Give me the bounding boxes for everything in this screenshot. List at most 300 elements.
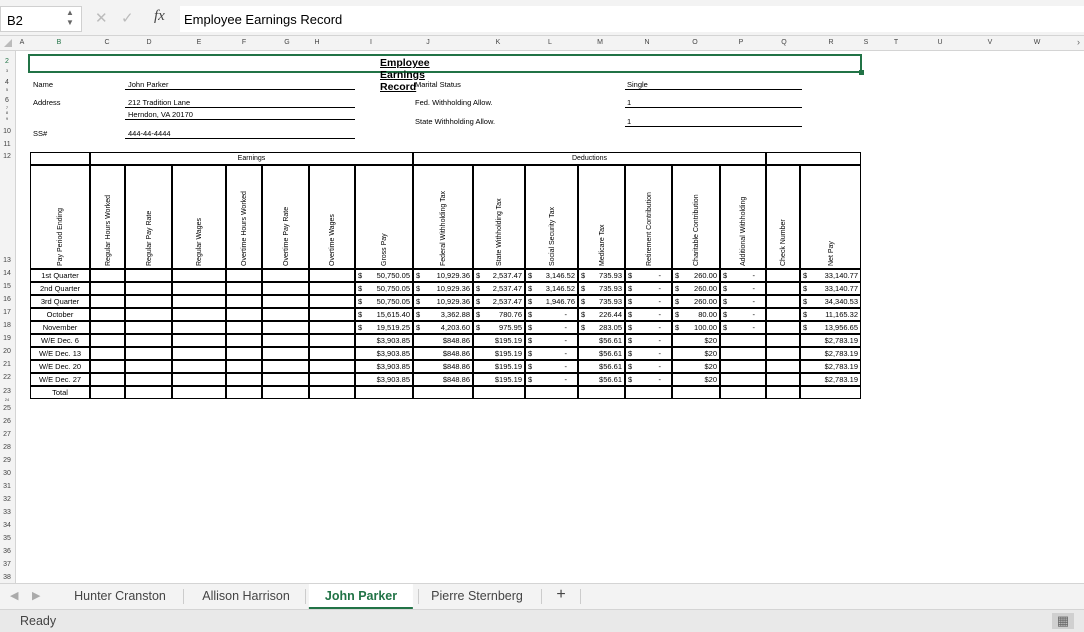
table-cell[interactable] xyxy=(172,295,226,308)
currency-symbol: $ xyxy=(803,310,808,319)
column-header-h[interactable]: H xyxy=(314,39,320,46)
table-cell[interactable] xyxy=(625,269,672,282)
table-cell[interactable] xyxy=(720,360,766,373)
normal-view-icon[interactable]: ▦ xyxy=(1052,613,1074,629)
row-header-12[interactable]: 12 xyxy=(3,153,11,160)
row-header-27[interactable]: 27 xyxy=(3,431,11,438)
column-header-e[interactable]: E xyxy=(196,39,202,46)
table-cell[interactable] xyxy=(720,373,766,386)
table-cell[interactable]: $848.86 xyxy=(413,373,473,386)
table-cell[interactable] xyxy=(90,373,125,386)
table-cell[interactable] xyxy=(473,295,525,308)
table-cell[interactable] xyxy=(355,308,413,321)
table-cell[interactable] xyxy=(226,295,262,308)
fed-allow-value[interactable]: 1 xyxy=(627,98,632,107)
table-cell[interactable] xyxy=(262,269,309,282)
table-cell[interactable] xyxy=(525,347,578,360)
row-header-26[interactable]: 26 xyxy=(3,418,11,425)
currency-symbol: $ xyxy=(628,375,633,384)
table-cell[interactable]: W/E Dec. 27 xyxy=(30,373,90,386)
column-title-text: Net Pay xyxy=(827,241,835,266)
name-value[interactable]: John Parker xyxy=(128,80,169,89)
table-cell[interactable] xyxy=(125,321,172,334)
table-cell[interactable] xyxy=(172,334,226,347)
table-cell[interactable]: October xyxy=(30,308,90,321)
table-cell[interactable]: 3rd Quarter xyxy=(30,295,90,308)
table-cell[interactable] xyxy=(90,295,125,308)
row-header-25[interactable]: 25 xyxy=(3,405,11,412)
table-cell[interactable] xyxy=(525,360,578,373)
table-cell[interactable] xyxy=(473,386,525,399)
table-cell[interactable] xyxy=(525,295,578,308)
column-title-regular-pay-rate xyxy=(125,165,172,269)
row-header-17[interactable]: 17 xyxy=(3,309,11,316)
row-header-2[interactable]: 2 xyxy=(5,58,9,65)
currency-symbol: $ xyxy=(528,375,533,384)
table-cell[interactable] xyxy=(720,347,766,360)
sheet-tab-john-parker[interactable]: John Parker xyxy=(309,584,413,609)
column-header-u[interactable]: U xyxy=(937,39,943,46)
table-cell[interactable] xyxy=(720,321,766,334)
table-cell[interactable] xyxy=(413,386,473,399)
row-header-36[interactable]: 36 xyxy=(3,548,11,555)
cell-value: - xyxy=(752,297,755,306)
table-cell[interactable] xyxy=(720,308,766,321)
sheet-tab-pierre-sternberg[interactable]: Pierre Sternberg xyxy=(431,589,523,603)
column-header-m[interactable]: M xyxy=(597,39,603,46)
table-cell[interactable]: $2,783.19 xyxy=(800,360,861,373)
table-cell[interactable] xyxy=(625,282,672,295)
status-bar xyxy=(0,609,1084,632)
table-cell[interactable] xyxy=(766,269,800,282)
table-cell[interactable]: $848.86 xyxy=(413,347,473,360)
table-cell[interactable] xyxy=(720,386,766,399)
fx-icon[interactable]: fx xyxy=(154,8,165,24)
table-cell[interactable] xyxy=(578,269,625,282)
table-cell[interactable] xyxy=(578,295,625,308)
table-cell[interactable] xyxy=(125,308,172,321)
table-cell[interactable] xyxy=(172,386,226,399)
column-title-charitable-contribution xyxy=(672,165,720,269)
table-cell[interactable] xyxy=(625,308,672,321)
selected-cell-b2[interactable] xyxy=(28,54,862,73)
table-cell[interactable] xyxy=(355,269,413,282)
row-header-20[interactable]: 20 xyxy=(3,348,11,355)
column-header-c[interactable]: C xyxy=(104,39,110,46)
table-cell[interactable] xyxy=(309,295,355,308)
table-cell[interactable] xyxy=(262,321,309,334)
table-cell[interactable]: $848.86 xyxy=(413,360,473,373)
table-cell[interactable]: W/E Dec. 6 xyxy=(30,334,90,347)
row-header-8[interactable]: 8 xyxy=(5,110,9,115)
table-cell[interactable]: November xyxy=(30,321,90,334)
table-cell[interactable] xyxy=(262,360,309,373)
table-cell[interactable]: $3,903.85 xyxy=(355,360,413,373)
enter-icon[interactable]: ✓ xyxy=(121,10,134,27)
currency-symbol: $ xyxy=(723,310,728,319)
table-cell[interactable]: $20 xyxy=(672,360,720,373)
currency-symbol: $ xyxy=(723,323,728,332)
row-headers xyxy=(0,51,16,583)
cell-value: 735.93 xyxy=(599,284,622,293)
table-cell[interactable] xyxy=(800,282,861,295)
table-cell[interactable]: $20 xyxy=(672,347,720,360)
address-line1[interactable]: 212 Tradition Lane xyxy=(128,98,191,107)
row-header-10[interactable]: 10 xyxy=(3,128,11,135)
table-cell[interactable] xyxy=(672,269,720,282)
table-cell[interactable] xyxy=(262,295,309,308)
table-cell[interactable] xyxy=(720,282,766,295)
row-header-38[interactable]: 38 xyxy=(3,574,11,581)
table-cell[interactable] xyxy=(525,334,578,347)
table-cell[interactable]: 1st Quarter xyxy=(30,269,90,282)
table-cell[interactable]: 2nd Quarter xyxy=(30,282,90,295)
column-header-q[interactable]: Q xyxy=(781,39,787,46)
cell-value: 50,750.05 xyxy=(376,297,410,306)
column-header-t[interactable]: T xyxy=(893,39,899,46)
table-cell[interactable] xyxy=(625,386,672,399)
cell-value: - xyxy=(564,375,567,384)
table-cell[interactable] xyxy=(125,386,172,399)
table-cell[interactable] xyxy=(720,295,766,308)
table-cell[interactable]: $3,903.85 xyxy=(355,334,413,347)
cell-value: 3,146.52 xyxy=(545,271,575,280)
scroll-right-icon[interactable]: ▶ xyxy=(32,590,41,602)
table-cell[interactable]: $20 xyxy=(672,334,720,347)
table-cell[interactable]: $56.61 xyxy=(578,347,625,360)
column-title-social-security-tax xyxy=(525,165,578,269)
cell-value: 226.44 xyxy=(599,310,622,319)
table-cell[interactable] xyxy=(473,269,525,282)
row-header-18[interactable]: 18 xyxy=(3,322,11,329)
table-cell[interactable]: $2,783.19 xyxy=(800,334,861,347)
table-cell[interactable] xyxy=(309,269,355,282)
row-header-4[interactable]: 4 xyxy=(5,79,9,86)
row-header-6[interactable]: 6 xyxy=(5,97,9,104)
column-title-text: Pay Period Ending xyxy=(57,208,64,266)
table-cell[interactable] xyxy=(262,373,309,386)
table-cell[interactable] xyxy=(800,295,861,308)
ssn-value[interactable]: 444-44-4444 xyxy=(128,129,171,138)
table-cell[interactable] xyxy=(262,308,309,321)
table-cell[interactable] xyxy=(800,269,861,282)
table-cell[interactable] xyxy=(172,269,226,282)
table-cell[interactable] xyxy=(766,282,800,295)
row-header-21[interactable]: 21 xyxy=(3,361,11,368)
row-header-14[interactable]: 14 xyxy=(3,270,11,277)
column-header-k[interactable]: K xyxy=(495,39,501,46)
table-cell[interactable]: $56.61 xyxy=(578,360,625,373)
table-cell[interactable]: $3,903.85 xyxy=(355,373,413,386)
column-header-o[interactable]: O xyxy=(692,39,698,46)
table-cell[interactable] xyxy=(672,282,720,295)
table-cell[interactable] xyxy=(578,321,625,334)
table-cell[interactable] xyxy=(800,386,861,399)
table-cell[interactable] xyxy=(525,282,578,295)
table-cell[interactable] xyxy=(125,360,172,373)
formula-bar xyxy=(0,0,1084,36)
column-title-check-number xyxy=(766,165,800,269)
table-cell[interactable] xyxy=(800,321,861,334)
row-header-11[interactable]: 11 xyxy=(3,141,11,148)
column-header-l[interactable]: L xyxy=(548,39,552,46)
currency-symbol: $ xyxy=(358,284,363,293)
row-header-37[interactable]: 37 xyxy=(3,561,11,568)
table-cell[interactable] xyxy=(355,282,413,295)
table-cell[interactable] xyxy=(90,269,125,282)
state-allow-label: State Withholding Allow. xyxy=(415,117,496,126)
status-text: Ready xyxy=(20,614,57,628)
row-header-29[interactable]: 29 xyxy=(3,457,11,464)
sheet-tabs-bar xyxy=(0,583,1084,609)
currency-symbol: $ xyxy=(476,284,481,293)
table-cell[interactable] xyxy=(226,269,262,282)
currency-symbol: $ xyxy=(358,310,363,319)
table-cell[interactable] xyxy=(720,269,766,282)
table-cell[interactable] xyxy=(525,269,578,282)
column-header-j[interactable]: J xyxy=(426,39,430,46)
table-cell[interactable] xyxy=(473,282,525,295)
table-cell[interactable] xyxy=(625,360,672,373)
table-cell[interactable] xyxy=(413,321,473,334)
column-header-r[interactable]: R xyxy=(828,39,834,46)
table-cell[interactable] xyxy=(766,373,800,386)
table-cell[interactable] xyxy=(672,321,720,334)
table-cell[interactable] xyxy=(578,282,625,295)
column-title-regular-hours-worked xyxy=(90,165,125,269)
table-cell[interactable] xyxy=(355,386,413,399)
currency-symbol: $ xyxy=(628,323,633,332)
row-header-23[interactable]: 23 xyxy=(3,388,11,395)
column-title-text: Federal Withholding Tax xyxy=(440,191,447,266)
table-cell[interactable] xyxy=(413,269,473,282)
cell-value: 2,537.47 xyxy=(492,297,522,306)
column-header-f[interactable]: F xyxy=(241,39,247,46)
table-cell[interactable] xyxy=(309,386,355,399)
row-header-28[interactable]: 28 xyxy=(3,444,11,451)
table-cell[interactable] xyxy=(226,373,262,386)
table-cell[interactable] xyxy=(90,282,125,295)
cell-value: - xyxy=(752,271,755,280)
sheet-tab-allison-harrison[interactable]: Allison Harrison xyxy=(202,589,290,603)
column-header-n[interactable]: N xyxy=(644,39,650,46)
table-cell[interactable] xyxy=(625,334,672,347)
table-cell[interactable] xyxy=(262,282,309,295)
row-header-22[interactable]: 22 xyxy=(3,374,11,381)
table-cell[interactable]: $3,903.85 xyxy=(355,347,413,360)
currency-symbol: $ xyxy=(803,284,808,293)
table-cell[interactable] xyxy=(766,347,800,360)
scroll-columns-icon[interactable]: › xyxy=(1077,37,1080,47)
formula-input[interactable]: Employee Earnings Record xyxy=(180,6,1084,32)
table-cell[interactable] xyxy=(226,347,262,360)
row-header-34[interactable]: 34 xyxy=(3,522,11,529)
table-cell[interactable] xyxy=(413,282,473,295)
column-title-text: Retirement Contribution xyxy=(645,192,653,266)
currency-symbol: $ xyxy=(476,310,481,319)
table-cell[interactable] xyxy=(766,360,800,373)
table-cell[interactable] xyxy=(309,360,355,373)
table-cell[interactable] xyxy=(262,334,309,347)
table-cell[interactable] xyxy=(413,295,473,308)
table-cell[interactable] xyxy=(766,308,800,321)
row-header-33[interactable]: 33 xyxy=(3,509,11,516)
add-sheet-button[interactable]: + xyxy=(556,586,566,603)
table-cell[interactable] xyxy=(413,308,473,321)
table-cell[interactable] xyxy=(625,347,672,360)
table-cell[interactable] xyxy=(125,269,172,282)
table-cell[interactable] xyxy=(525,386,578,399)
table-cell[interactable] xyxy=(625,373,672,386)
table-cell[interactable]: $56.61 xyxy=(578,334,625,347)
fill-handle[interactable] xyxy=(859,70,864,75)
tab-separator xyxy=(541,589,542,604)
table-cell[interactable] xyxy=(672,308,720,321)
table-cell[interactable]: $195.19 xyxy=(473,334,525,347)
state-allow-value[interactable]: 1 xyxy=(627,117,632,126)
table-cell[interactable] xyxy=(125,347,172,360)
select-all-icon[interactable] xyxy=(4,39,12,47)
table-cell[interactable] xyxy=(766,321,800,334)
cell-value: - xyxy=(658,349,661,358)
table-cell[interactable] xyxy=(473,308,525,321)
row-header-19[interactable]: 19 xyxy=(3,335,11,342)
row-header-3[interactable]: 3 xyxy=(5,68,9,73)
table-cell[interactable] xyxy=(525,308,578,321)
table-cell[interactable] xyxy=(262,347,309,360)
table-cell[interactable] xyxy=(172,373,226,386)
row-header-13[interactable]: 13 xyxy=(3,257,11,264)
name-underline xyxy=(125,89,355,90)
table-cell[interactable] xyxy=(172,282,226,295)
table-cell[interactable] xyxy=(766,334,800,347)
table-cell[interactable] xyxy=(262,386,309,399)
table-cell[interactable] xyxy=(90,347,125,360)
table-cell[interactable]: W/E Dec. 13 xyxy=(30,347,90,360)
table-cell[interactable] xyxy=(766,386,800,399)
currency-symbol: $ xyxy=(628,310,633,319)
cell-value: 283.05 xyxy=(599,323,622,332)
column-header-b[interactable]: B xyxy=(56,39,62,46)
table-cell[interactable]: $195.19 xyxy=(473,347,525,360)
group-header-deductions: Deductions xyxy=(413,152,766,165)
table-cell[interactable] xyxy=(172,347,226,360)
row-header-15[interactable]: 15 xyxy=(3,283,11,290)
table-cell[interactable] xyxy=(473,321,525,334)
row-header-35[interactable]: 35 xyxy=(3,535,11,542)
row-header-16[interactable]: 16 xyxy=(3,296,11,303)
table-cell[interactable] xyxy=(226,386,262,399)
table-cell[interactable] xyxy=(309,347,355,360)
table-cell[interactable] xyxy=(125,282,172,295)
scroll-left-icon[interactable]: ◀ xyxy=(10,590,19,602)
table-cell[interactable]: $848.86 xyxy=(413,334,473,347)
table-cell[interactable] xyxy=(720,334,766,347)
table-cell[interactable] xyxy=(525,373,578,386)
table-cell[interactable] xyxy=(578,386,625,399)
row-header-5[interactable]: 5 xyxy=(5,87,9,92)
table-cell[interactable] xyxy=(226,334,262,347)
table-cell[interactable] xyxy=(625,321,672,334)
column-header-a[interactable]: A xyxy=(19,39,25,46)
row-header-9[interactable]: 9 xyxy=(5,116,9,121)
table-cell[interactable]: $195.19 xyxy=(473,360,525,373)
table-cell[interactable] xyxy=(226,360,262,373)
cancel-icon[interactable]: ✕ xyxy=(95,10,108,27)
column-header-w[interactable]: W xyxy=(1033,39,1041,46)
column-header-d[interactable]: D xyxy=(146,39,152,46)
table-cell[interactable] xyxy=(578,308,625,321)
column-header-g[interactable]: G xyxy=(284,39,290,46)
column-header-p[interactable]: P xyxy=(738,39,744,46)
table-cell[interactable] xyxy=(525,321,578,334)
marital-value[interactable]: Single xyxy=(627,80,648,89)
table-cell[interactable] xyxy=(125,334,172,347)
table-cell[interactable]: $2,783.19 xyxy=(800,373,861,386)
row-header-7[interactable]: 7 xyxy=(5,105,9,110)
table-cell[interactable] xyxy=(172,321,226,334)
table-cell[interactable] xyxy=(309,334,355,347)
table-cell[interactable]: $195.19 xyxy=(473,373,525,386)
table-cell[interactable] xyxy=(309,321,355,334)
table-cell[interactable] xyxy=(672,386,720,399)
table-cell[interactable] xyxy=(90,334,125,347)
table-cell[interactable] xyxy=(226,282,262,295)
table-cell[interactable] xyxy=(625,295,672,308)
table-cell[interactable] xyxy=(125,373,172,386)
table-cell[interactable] xyxy=(309,373,355,386)
table-cell[interactable]: W/E Dec. 20 xyxy=(30,360,90,373)
table-cell[interactable] xyxy=(172,308,226,321)
column-header-i[interactable]: I xyxy=(370,39,372,46)
ssn-underline xyxy=(125,138,355,139)
currency-symbol: $ xyxy=(628,271,633,280)
table-cell[interactable] xyxy=(309,282,355,295)
table-cell[interactable] xyxy=(672,295,720,308)
table-cell[interactable] xyxy=(800,308,861,321)
cell-value: - xyxy=(658,271,661,280)
table-cell[interactable]: $20 xyxy=(672,373,720,386)
row-header-31[interactable]: 31 xyxy=(3,483,11,490)
table-cell[interactable] xyxy=(309,308,355,321)
table-cell[interactable]: $56.61 xyxy=(578,373,625,386)
sheet-tab-hunter-cranston[interactable]: Hunter Cranston xyxy=(74,589,166,603)
cell-value: - xyxy=(564,310,567,319)
row-header-24[interactable]: 24 xyxy=(4,397,10,402)
table-cell[interactable] xyxy=(226,321,262,334)
column-header-v[interactable]: V xyxy=(987,39,993,46)
table-cell[interactable] xyxy=(90,308,125,321)
table-cell[interactable] xyxy=(90,321,125,334)
namebox-stepper-icon[interactable]: ▲ ▼ xyxy=(66,8,74,27)
row-header-32[interactable]: 32 xyxy=(3,496,11,503)
table-cell[interactable] xyxy=(90,360,125,373)
column-header-s[interactable]: S xyxy=(863,39,869,46)
row-header-30[interactable]: 30 xyxy=(3,470,11,477)
currency-symbol: $ xyxy=(581,284,586,293)
table-cell[interactable]: $2,783.19 xyxy=(800,347,861,360)
table-cell[interactable] xyxy=(766,295,800,308)
table-cell[interactable] xyxy=(355,321,413,334)
currency-symbol: $ xyxy=(528,323,533,332)
table-cell[interactable] xyxy=(226,308,262,321)
table-cell[interactable]: Total xyxy=(30,386,90,399)
table-cell[interactable] xyxy=(172,360,226,373)
table-cell[interactable] xyxy=(90,386,125,399)
table-cell[interactable] xyxy=(355,295,413,308)
table-cell[interactable] xyxy=(125,295,172,308)
address-line2[interactable]: Herndon, VA 20170 xyxy=(128,110,193,119)
